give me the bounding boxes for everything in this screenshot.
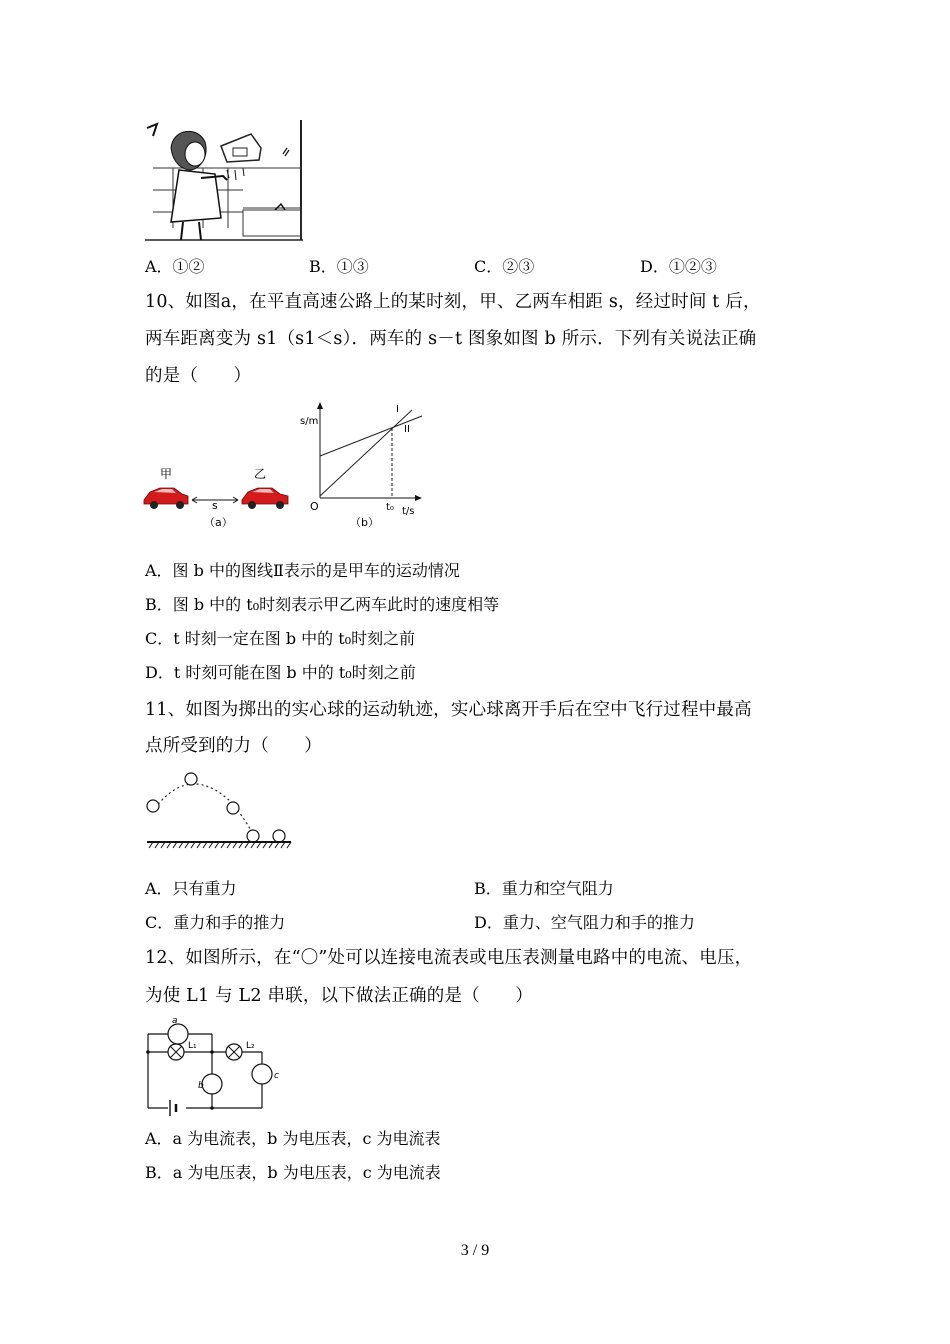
q10-stem-line-2: 两车距离变为 s1（s1＜s）．两车的 s－t 图象如图 b 所示．下列有关说法正确	[145, 329, 757, 349]
car-yi-icon	[242, 488, 288, 509]
q11-stem-line-2: 点所受到的力（ ）	[145, 736, 322, 756]
q11-option-d: D．重力、空气阻力和手的推力	[474, 913, 695, 932]
ball-2	[185, 773, 197, 785]
q12-circuit-diagram	[140, 1018, 290, 1116]
q11-option-a: A．只有重力	[145, 879, 237, 898]
q10-stem-line-3: 的是（ ）	[145, 366, 252, 386]
car-yi-label: 乙	[254, 467, 267, 481]
hand-dryer-illustration	[143, 118, 305, 242]
q12-stem-line-2: 为使 L1 与 L2 串联，以下做法正确的是（ ）	[145, 986, 533, 1006]
label-l2: L₂	[246, 1041, 255, 1051]
q9-option-a: A．①②	[145, 257, 205, 276]
q12-option-b: B．a 为电压表，b 为电压表，c 为电流表	[145, 1163, 441, 1182]
ball-3	[227, 802, 239, 814]
q10-option-d: D．t 时刻可能在图 b 中的 t₀时刻之前	[145, 663, 416, 682]
battery-icon	[170, 1100, 176, 1116]
meter-a	[168, 1024, 188, 1044]
q9-option-d: D．①②③	[640, 257, 717, 276]
y-axis-label: s/m	[300, 416, 319, 427]
q10-option-c: C．t 时刻一定在图 b 中的 t₀时刻之前	[145, 629, 416, 648]
distance-s-label: s	[212, 499, 218, 512]
q12-option-a: A．a 为电流表，b 为电压表，c 为电流表	[145, 1129, 441, 1148]
q11-option-b: B．重力和空气阻力	[474, 879, 614, 898]
q10-option-a: A．图 b 中的图线Ⅱ表示的是甲车的运动情况	[145, 561, 460, 580]
lamp-l2	[226, 1044, 242, 1060]
meter-c	[252, 1064, 272, 1084]
line-ii-label: II	[404, 424, 410, 435]
q9-option-b: B．①③	[309, 257, 369, 276]
label-b: b	[198, 1081, 204, 1091]
q10-figure-a	[140, 462, 300, 532]
t0-label: t₀	[386, 502, 394, 513]
car-jia-label: 甲	[160, 467, 173, 481]
q10-option-b: B．图 b 中的 t₀时刻表示甲乙两车此时的速度相等	[145, 595, 500, 614]
ball-4	[247, 830, 259, 842]
line-i-label: I	[396, 404, 399, 415]
q12-stem-line-1: 12、如图所示，在“〇”处可以连接电流表或电压表测量电路中的电流、电压，	[145, 948, 753, 968]
lamp-l1	[168, 1044, 184, 1060]
origin-label: O	[310, 500, 319, 513]
page-number: 3 / 9	[460, 1242, 490, 1259]
car-jia-icon	[144, 488, 188, 509]
ball-trajectory-figure	[143, 768, 295, 856]
graph-line-ii	[320, 416, 422, 456]
q11-stem-line-1: 11、如图为掷出的实心球的运动轨迹，实心球离开手后在空中飞行过程中最高	[145, 700, 752, 720]
label-a: a	[172, 1018, 178, 1026]
q9-option-c: C．②③	[474, 257, 535, 276]
ball-1	[147, 800, 159, 812]
label-c: c	[274, 1071, 279, 1081]
figure-a-caption: （a）	[204, 516, 233, 529]
q11-option-c: C．重力和手的推力	[145, 913, 286, 932]
x-axis-label: t/s	[402, 506, 415, 517]
figure-b-caption: （b）	[350, 516, 379, 529]
label-l1: L₁	[188, 1041, 197, 1051]
q10-figure-b	[298, 398, 428, 532]
q10-stem-line-1: 10、如图a，在平直高速公路上的某时刻，甲、乙两车相距 s，经过时间 t 后，	[145, 292, 761, 312]
graph-line-i	[320, 410, 412, 496]
meter-b	[202, 1074, 222, 1094]
ball-5	[273, 830, 285, 842]
